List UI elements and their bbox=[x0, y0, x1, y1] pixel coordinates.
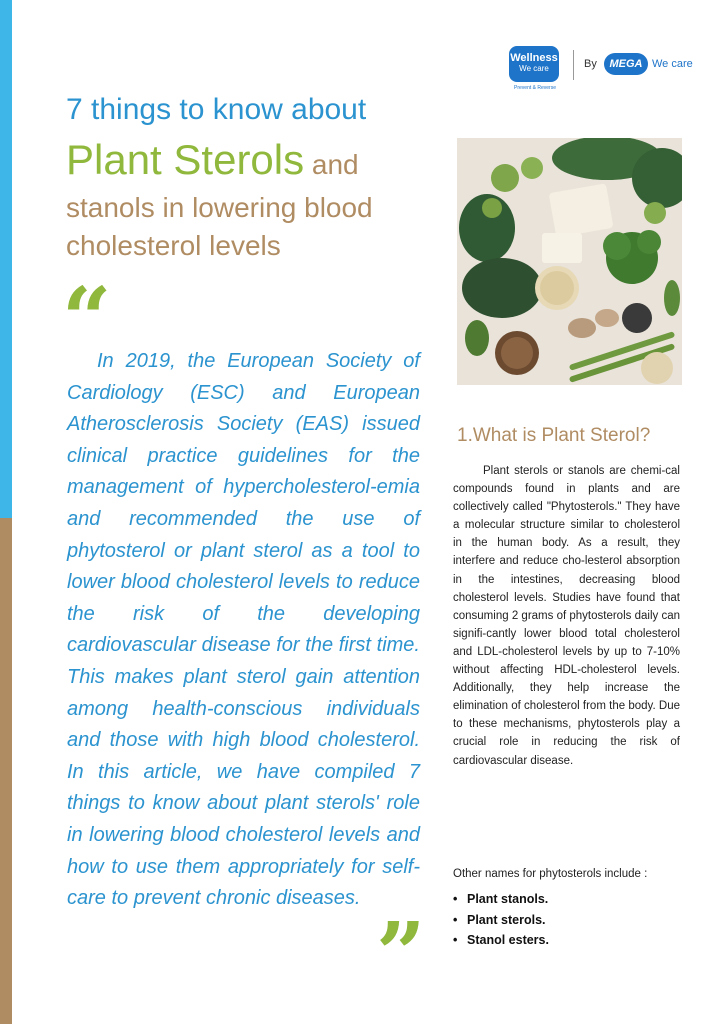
title-line-3: stanols in lowering blood cholesterol levels bbox=[66, 192, 373, 261]
bullet-icon: • bbox=[453, 892, 458, 906]
wellness-logo-subtitle: Prevent & Reverse bbox=[514, 85, 556, 91]
mega-tagline: We care bbox=[652, 58, 693, 70]
left-accent-bar-brown bbox=[0, 518, 12, 1024]
title-and: and bbox=[304, 149, 359, 180]
left-accent-bar-blue bbox=[0, 0, 12, 518]
bullet-icon: • bbox=[453, 933, 458, 947]
intro-quote-text: In 2019, the European Society of Cardiology (ESC) and European Atherosclerosis Society (EAS) issued clinical practice guidelines for the management of hypercholesterol-emia and recommended the use of phytosterol or plant sterol as a tool to lower blood cholesterol levels to reduce the risk of the developing cardiovascular disease for the first time. This makes plant sterol gain attention among health-conscious individuals and those with high blood cholesterol. In this article, we have compiled 7 things to know about plant sterols' role in lowering blood cholesterol levels and how to use them appropriately for self-care to prevent chronic diseases. bbox=[67, 350, 420, 910]
logo-by-text: By bbox=[584, 58, 597, 70]
open-quote-icon: “ bbox=[62, 269, 112, 370]
list-item-label: Stanol esters. bbox=[467, 933, 549, 947]
plant-foods-illustration bbox=[457, 138, 682, 385]
list-item bbox=[453, 889, 549, 910]
title-plant-sterols: Plant Sterols bbox=[66, 136, 305, 183]
title-line-1: 7 things to know about bbox=[66, 93, 367, 126]
wellness-logo-name: Wellness bbox=[510, 52, 558, 64]
title-line-2 bbox=[66, 136, 359, 184]
logo-divider bbox=[573, 50, 574, 80]
close-quote-icon: ” bbox=[376, 904, 426, 1005]
other-names-list bbox=[453, 889, 549, 951]
wellness-logo-tagline: We care bbox=[519, 64, 549, 73]
list-item bbox=[453, 910, 549, 931]
section-body-text: Plant sterols or stanols are chemi-cal compounds found in plants and are collectively called "Phytosterols." They have a molecular structure similar to cholesterol in the human body. As a result, they interfere and reduce cho-lesterol absorption in the intestines, decreasing blood cholesterol levels. Studies have found that consuming 2 grams of phytosterols daily can signifi-cantly lower blood total cholesterol and LDL-cholesterol levels by up to 7-10% without affecting HDL-cholesterol levels. Additionally, they help increase the elimination of cholesterol from the body. Due to these mechanisms, phytosterols play a crucial role in reducing the risk of cardiovascular disease. bbox=[453, 465, 680, 767]
plant-foods-photo bbox=[457, 138, 682, 385]
list-item-label: Plant stanols. bbox=[467, 892, 549, 906]
other-names-intro: Other names for phytosterols include : bbox=[453, 868, 648, 880]
mega-logo: MEGA bbox=[604, 53, 648, 75]
section-heading: 1.What is Plant Sterol? bbox=[457, 425, 651, 446]
list-item-label: Plant sterols. bbox=[467, 912, 546, 927]
wellness-logo bbox=[509, 46, 559, 82]
list-item bbox=[453, 930, 549, 951]
bullet-icon: • bbox=[453, 912, 458, 927]
